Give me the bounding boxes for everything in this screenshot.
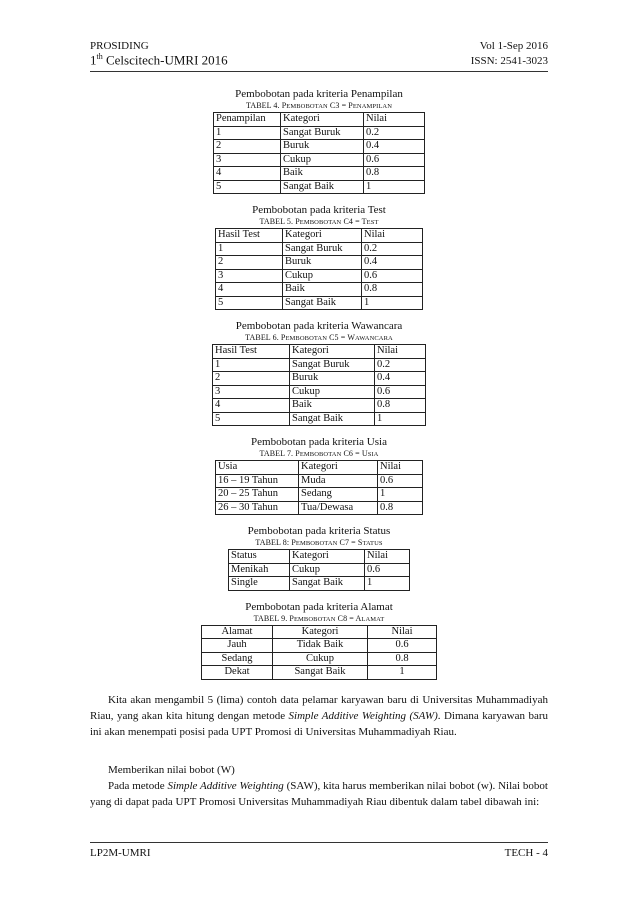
table-section: [90, 204, 548, 310]
table-cell: 0.2: [375, 358, 426, 372]
table-cell: Sedang: [299, 488, 378, 502]
table-header-cell: Hasil Test: [216, 229, 283, 243]
table-row: [213, 372, 426, 386]
table-header-cell: Nilai: [365, 550, 410, 564]
table-section: [90, 601, 548, 680]
table-cell: 2: [213, 372, 290, 386]
table-section-title: Pembobotan pada kriteria Wawancara: [235, 320, 403, 332]
table-row: [202, 666, 437, 680]
table-cell: 1: [368, 666, 437, 680]
table-cell: Sangat Buruk: [281, 126, 364, 140]
table-cell: 0.8: [362, 283, 423, 297]
table-cell: Menikah: [229, 563, 290, 577]
table-cell: 26 – 30 Tahun: [216, 501, 299, 515]
table-cell: 1: [378, 488, 423, 502]
table-cell: Sangat Baik: [283, 296, 362, 310]
table-row: [214, 167, 425, 181]
table-cell: 1: [365, 577, 410, 591]
table-cell: 1: [375, 412, 426, 426]
table-cell: Sangat Baik: [290, 412, 375, 426]
table-cell: 0.8: [375, 399, 426, 413]
page-header: [90, 40, 548, 72]
table-cell: 0.8: [368, 652, 437, 666]
table-cell: 1: [216, 242, 283, 256]
table-section: [90, 88, 548, 194]
table-cell: 5: [214, 180, 281, 194]
table-cell: 4: [213, 399, 290, 413]
table-row: [229, 577, 410, 591]
table-cell: Cukup: [283, 269, 362, 283]
page-content: [90, 88, 548, 810]
table-header-row: [216, 229, 423, 243]
table-cell: Buruk: [290, 372, 375, 386]
table-cell: 5: [213, 412, 290, 426]
table-header-cell: Kategori: [283, 229, 362, 243]
table-header-cell: Status: [229, 550, 290, 564]
table-section-title: Pembobotan pada kriteria Test: [252, 204, 386, 216]
table-cell: Cukup: [290, 563, 365, 577]
table-section: [90, 525, 548, 591]
table-cell: Buruk: [283, 256, 362, 270]
weight-table: [228, 549, 410, 591]
table-cell: 0.2: [362, 242, 423, 256]
table-header-row: [213, 345, 426, 359]
table-section-title: Pembobotan pada kriteria Penampilan: [235, 88, 403, 100]
table-cell: 1: [214, 126, 281, 140]
paragraph-intro: Kita akan mengambil 5 (lima) contoh data pelamar karyawan baru di Universitas Muhammadiyah Riau, yang akan kita hitung dengan metode Simple Additive Weighting (SAW). Dimana karyawan baru ini akan menempati posisi pada UPT Promosi di Universitas Muhammadiyah Riau.: [90, 693, 548, 738]
table-cell: 4: [216, 283, 283, 297]
table-cell: 1: [213, 358, 290, 372]
table-row: [216, 242, 423, 256]
table-row: [214, 180, 425, 194]
table-cell: 5: [216, 296, 283, 310]
table-row: [214, 140, 425, 154]
table-cell: 2: [216, 256, 283, 270]
table-cell: 3: [213, 385, 290, 399]
table-row: [214, 153, 425, 167]
table-cell: 0.4: [362, 256, 423, 270]
table-caption: TABEL 8: PEMBOBOTAN C7 = STATUS: [255, 538, 383, 547]
table-header-cell: Kategori: [273, 625, 368, 639]
table-cell: Buruk: [281, 140, 364, 154]
table-cell: Jauh: [202, 639, 273, 653]
weight-table: [213, 112, 425, 194]
table-header-cell: Nilai: [364, 113, 425, 127]
table-cell: 3: [214, 153, 281, 167]
table-row: [216, 501, 423, 515]
table-section-title: Pembobotan pada kriteria Status: [247, 525, 391, 537]
table-header-row: [216, 461, 423, 475]
weight-table: [201, 625, 437, 680]
table-section: [90, 320, 548, 426]
table-row: [213, 399, 426, 413]
table-cell: Cukup: [273, 652, 368, 666]
table-row: [229, 563, 410, 577]
table-cell: Sedang: [202, 652, 273, 666]
table-cell: Cukup: [281, 153, 364, 167]
table-header-row: [229, 550, 410, 564]
table-cell: Tua/Dewasa: [299, 501, 378, 515]
table-cell: 0.4: [364, 140, 425, 154]
table-cell: 3: [216, 269, 283, 283]
table-header-cell: Nilai: [378, 461, 423, 475]
volume-info: Vol 1-Sep 2016: [479, 40, 548, 52]
weighting-tables: [90, 88, 548, 680]
table-cell: 2: [214, 140, 281, 154]
table-cell: Single: [229, 577, 290, 591]
table-cell: 0.8: [364, 167, 425, 181]
table-caption: TABEL 7. PEMBOBOTAN C6 = USIA: [259, 449, 379, 458]
section-heading: Memberikan nilai bobot (W): [108, 763, 235, 776]
table-cell: 4: [214, 167, 281, 181]
table-cell: 0.6: [362, 269, 423, 283]
table-row: [213, 358, 426, 372]
table-cell: Baik: [281, 167, 364, 181]
table-cell: Sangat Buruk: [283, 242, 362, 256]
paragraph-weights-body: Pada metode Simple Additive Weighting (SAW), kita harus memberikan nilai bobot (w). Nilai bobot yang di dapat pada UPT Promosi Universitas Muhammadiyah Riau dibentuk dalam tabel dibawah ini:: [90, 779, 548, 808]
issn: ISSN: 2541-3023: [470, 55, 548, 68]
table-cell: 0.6: [375, 385, 426, 399]
table-header-cell: Nilai: [362, 229, 423, 243]
table-caption: TABEL 9. PEMBOBOTAN C8 = ALAMAT: [253, 613, 385, 623]
table-cell: 0.4: [375, 372, 426, 386]
paragraph-weights: [90, 762, 548, 810]
table-row: [216, 488, 423, 502]
table-cell: Sangat Baik: [273, 666, 368, 680]
table-row: [216, 296, 423, 310]
table-header-cell: Nilai: [375, 345, 426, 359]
weight-table: [215, 460, 423, 515]
table-cell: Muda: [299, 474, 378, 488]
table-cell: Sangat Buruk: [290, 358, 375, 372]
weight-table: [215, 228, 423, 310]
table-header-cell: Hasil Test: [213, 345, 290, 359]
table-cell: Sangat Baik: [281, 180, 364, 194]
table-row: [216, 269, 423, 283]
table-cell: 1: [364, 180, 425, 194]
table-header-cell: Alamat: [202, 625, 273, 639]
table-cell: Baik: [290, 399, 375, 413]
table-section: [90, 436, 548, 515]
table-cell: 0.6: [365, 563, 410, 577]
table-header-cell: Kategori: [290, 345, 375, 359]
journal-name: PROSIDING: [90, 40, 149, 52]
table-row: [213, 385, 426, 399]
weight-table: [212, 344, 426, 426]
table-row: [216, 256, 423, 270]
page-number: TECH - 4: [504, 847, 548, 859]
table-caption: TABEL 6. PEMBOBOTAN C5 = WAWANCARA: [245, 333, 393, 342]
table-cell: 0.2: [364, 126, 425, 140]
table-section-title: Pembobotan pada kriteria Usia: [251, 436, 387, 448]
conference-name: 1th Celscitech-UMRI 2016: [90, 52, 228, 68]
table-header-row: [202, 625, 437, 639]
table-cell: Tidak Baik: [273, 639, 368, 653]
table-header-cell: Usia: [216, 461, 299, 475]
table-header-cell: Penampilan: [214, 113, 281, 127]
table-caption: TABEL 4. PEMBOBOTAN C3 = PENAMPILAN: [245, 101, 393, 110]
table-row: [216, 283, 423, 297]
table-section-title: Pembobotan pada kriteria Alamat: [245, 600, 393, 613]
table-row: [202, 652, 437, 666]
table-header-cell: Nilai: [368, 625, 437, 639]
table-row: [214, 126, 425, 140]
table-cell: 0.6: [378, 474, 423, 488]
table-cell: Baik: [283, 283, 362, 297]
table-cell: 16 – 19 Tahun: [216, 474, 299, 488]
table-header-row: [214, 113, 425, 127]
table-cell: 0.6: [368, 639, 437, 653]
table-cell: Cukup: [290, 385, 375, 399]
table-cell: Dekat: [202, 666, 273, 680]
table-cell: 0.6: [364, 153, 425, 167]
table-header-cell: Kategori: [299, 461, 378, 475]
table-cell: 20 – 25 Tahun: [216, 488, 299, 502]
page-footer: [90, 842, 548, 859]
table-row: [202, 639, 437, 653]
table-cell: Sangat Baik: [290, 577, 365, 591]
table-caption: TABEL 5. PEMBOBOTAN C4 = TEST: [259, 217, 379, 226]
table-header-cell: Kategori: [290, 550, 365, 564]
table-header-cell: Kategori: [281, 113, 364, 127]
table-row: [213, 412, 426, 426]
table-row: [216, 474, 423, 488]
footer-left: LP2M-UMRI: [90, 847, 151, 859]
table-cell: 0.8: [378, 501, 423, 515]
table-cell: 1: [362, 296, 423, 310]
